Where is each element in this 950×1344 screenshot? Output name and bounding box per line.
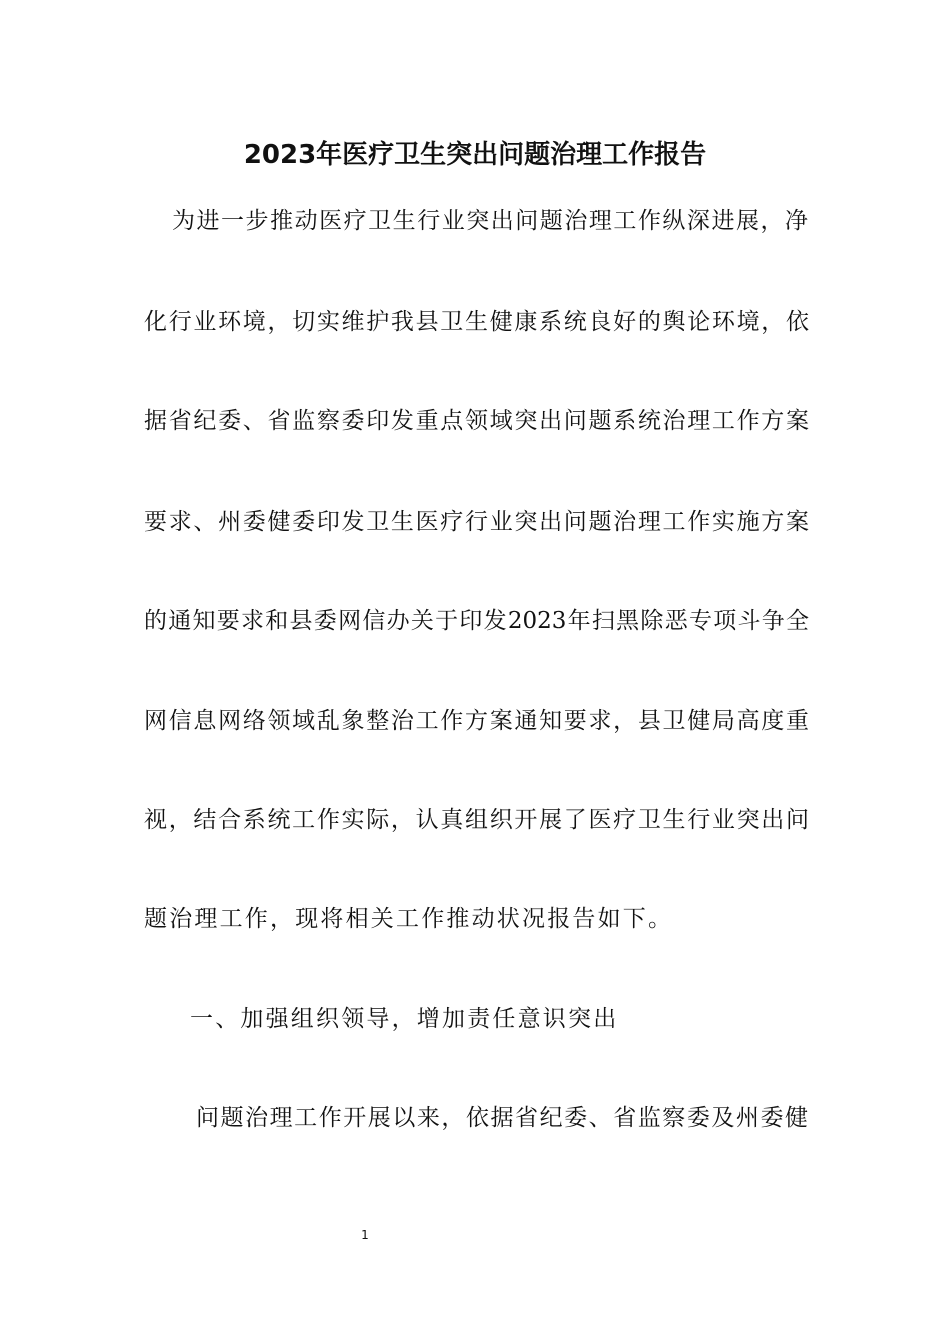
- page-number: 1: [361, 1228, 369, 1242]
- paragraph-line: 的通知要求和县委网信办关于印发2023年扫黑除恶专项斗争全: [144, 608, 809, 634]
- paragraph-line: 网信息网络领域乱象整治工作方案通知要求，县卫健局高度重: [144, 708, 809, 734]
- paragraph-line: 为进一步推动医疗卫生行业突出问题治理工作纵深进展，净: [172, 208, 808, 234]
- document-title: 2023年医疗卫生突出问题治理工作报告: [243, 140, 707, 170]
- paragraph-line: 据省纪委、省监察委印发重点领域突出问题系统治理工作方案: [144, 408, 809, 434]
- paragraph-line: 视，结合系统工作实际，认真组织开展了医疗卫生行业突出问: [144, 807, 809, 833]
- paragraph-line: 化行业环境，切实维护我县卫生健康系统良好的舆论环境，依: [144, 309, 809, 335]
- paragraph-line: 题治理工作，现将相关工作推动状况报告如下。: [144, 906, 674, 932]
- paragraph-line: 问题治理工作开展以来，依据省纪委、省监察委及州委健: [196, 1105, 808, 1131]
- paragraph-line: 要求、州委健委印发卫生医疗行业突出问题治理工作实施方案: [144, 509, 809, 535]
- section-heading: 一、加强组织领导，增加责任意识突出: [190, 1006, 619, 1032]
